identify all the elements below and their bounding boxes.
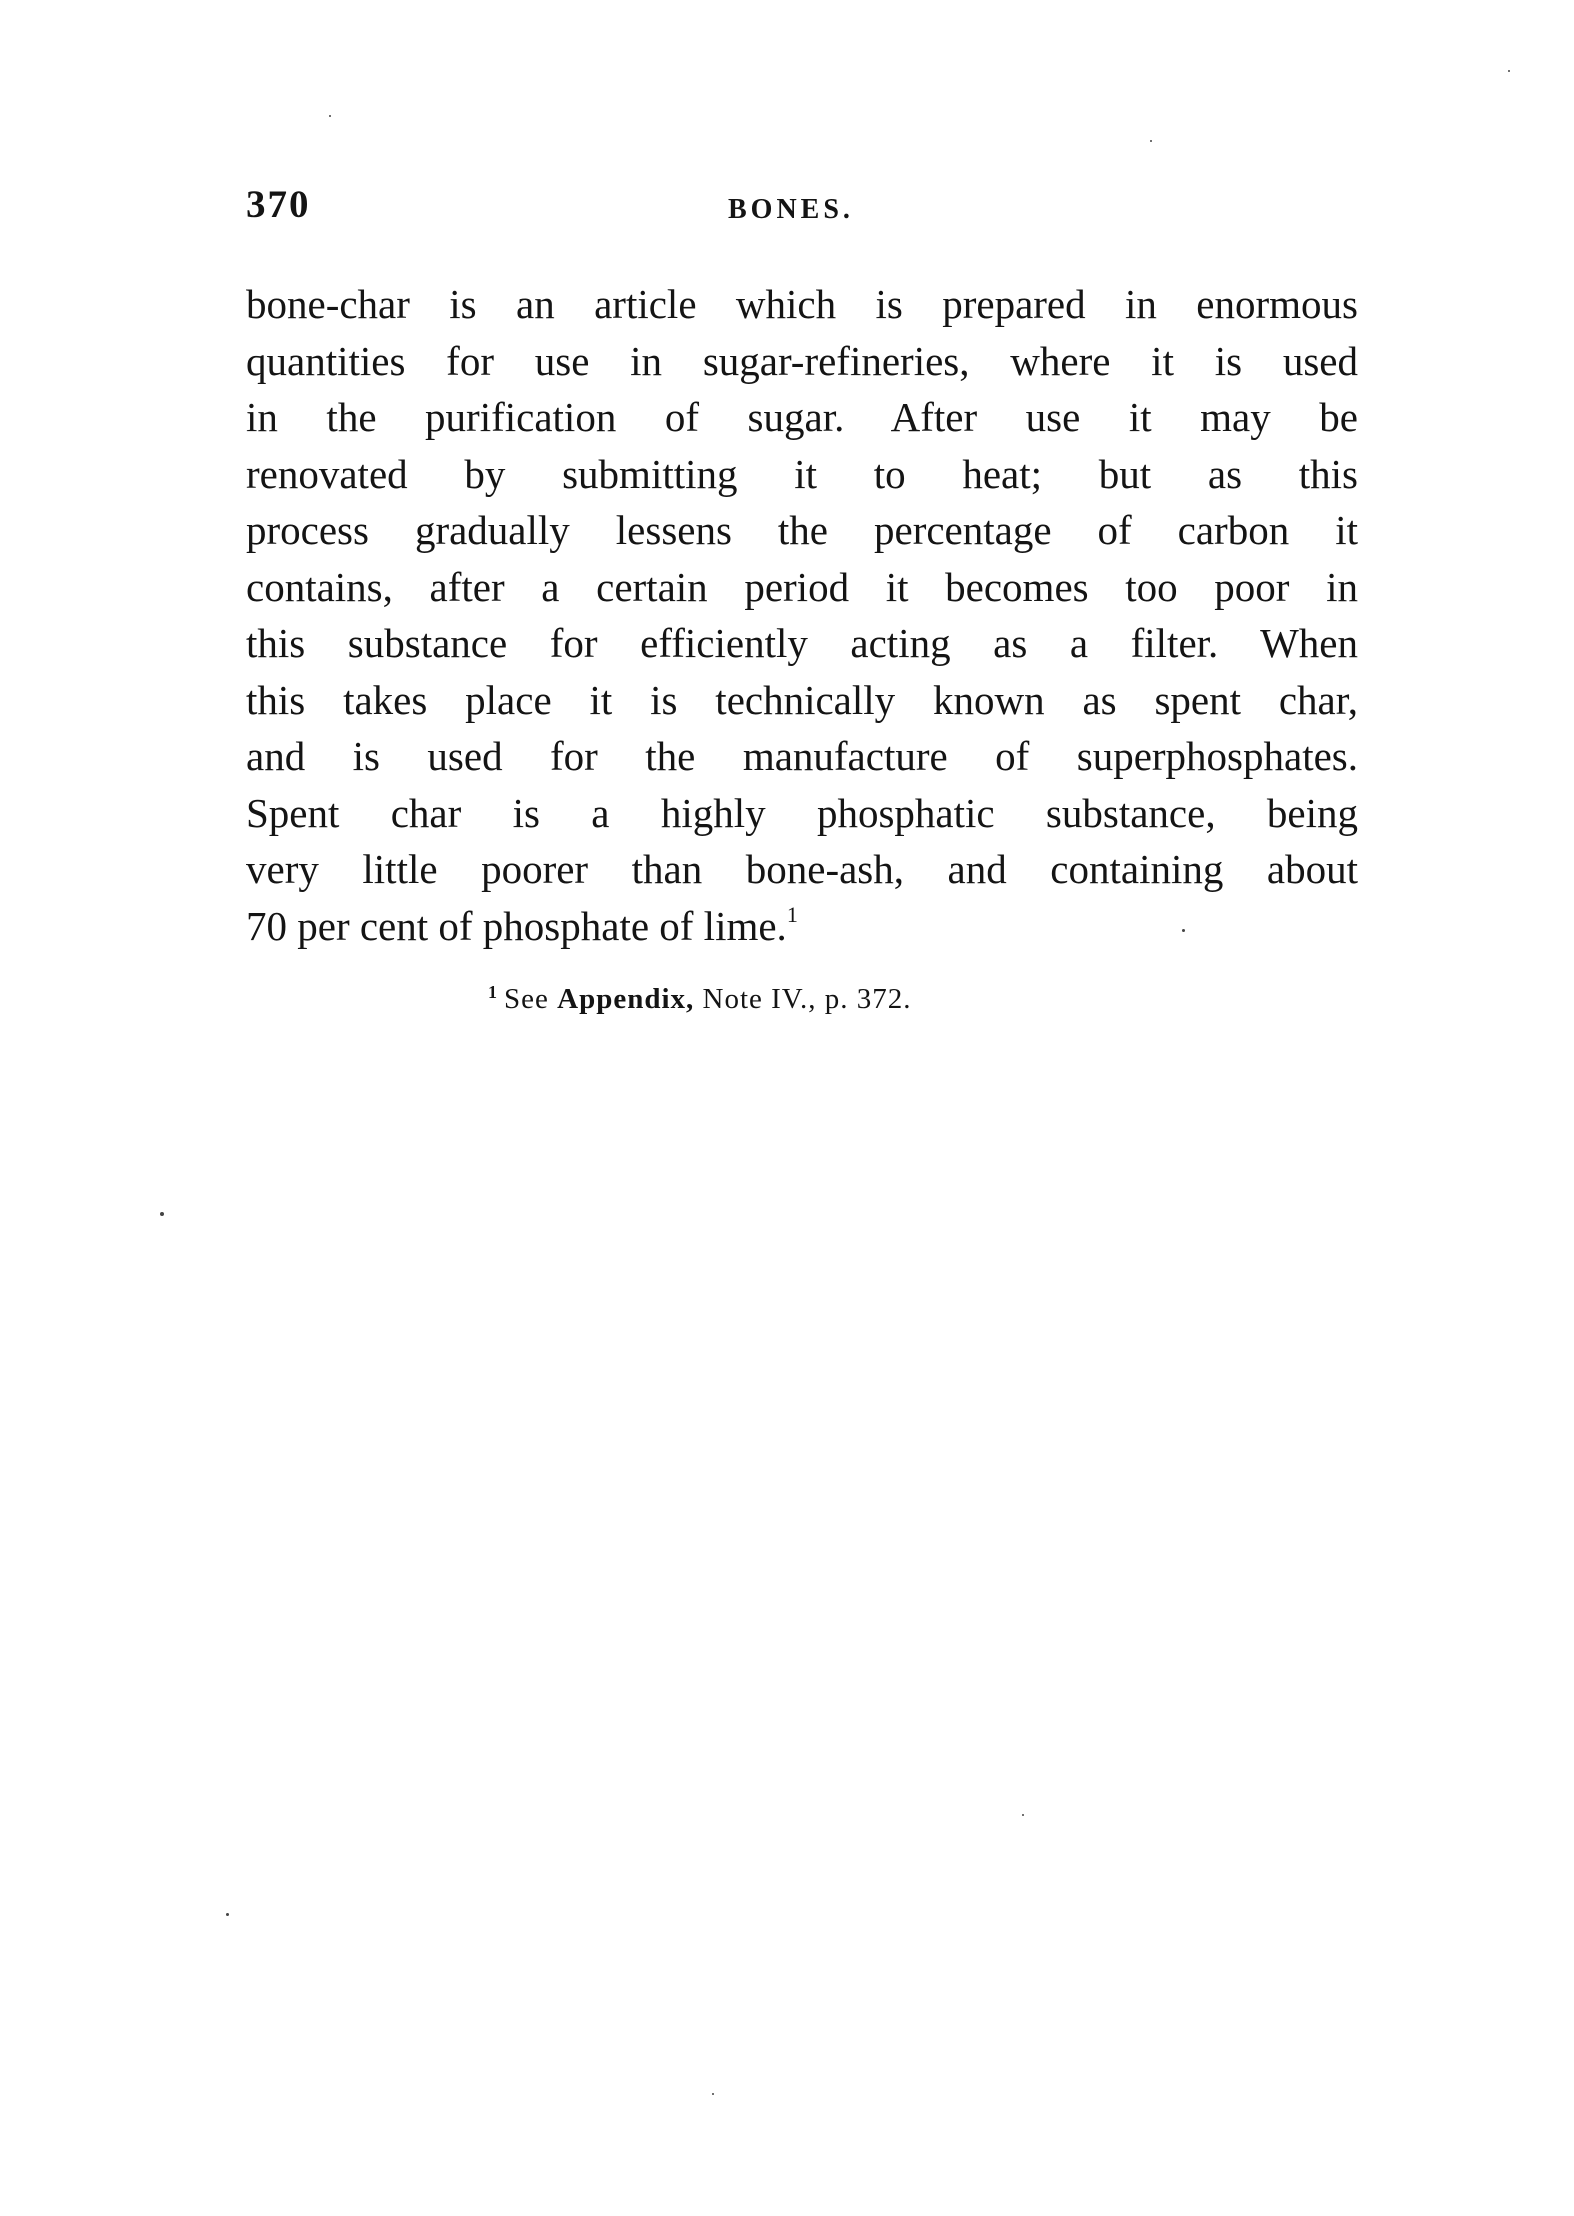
scan-speck [329, 115, 331, 117]
text-line: process gradually lessens the percentage of carbon it [246, 507, 1358, 553]
text-line: renovated by submitting it to heat; but as this [246, 450, 1358, 497]
body-paragraph [246, 276, 1358, 954]
footnote-appendix: Appendix, [557, 983, 695, 1015]
last-line-text: 70 per cent of phosphate of lime. [246, 902, 787, 949]
text-line: this takes place it is technically known as spent char, [246, 676, 1358, 723]
scan-speck [1182, 929, 1185, 932]
scan-speck [160, 1212, 164, 1216]
text-line: and is used for the manufacture of superphosphates. [246, 733, 1358, 779]
scan-speck [226, 1913, 229, 1916]
scan-speck [712, 2093, 714, 2095]
scan-speck [1508, 70, 1510, 72]
text-line: Spent char is a highly phosphatic substance, being [246, 789, 1358, 836]
text-line: bone-char is an article which is prepared in enormous [246, 281, 1358, 327]
text-line-last [246, 898, 1358, 955]
footnote-reference: 1 [786, 901, 798, 927]
text-line: contains, after a certain period it becomes too poor in [246, 563, 1358, 610]
text-line: quantities for use in sugar-refineries, where it is used [246, 337, 1358, 384]
text-line: in the purification of sugar. After use it may be [246, 394, 1358, 440]
footnote-marker: 1 [488, 982, 498, 1002]
footnote [488, 983, 912, 1016]
footnote-note: Note IV., p. 372. [702, 983, 912, 1015]
footnote-see: See [504, 983, 549, 1015]
running-head: BONES. [728, 194, 854, 225]
text-line: this substance for efficiently acting as a filter. When [246, 620, 1358, 666]
scan-speck [1022, 1814, 1024, 1816]
text-line: very little poorer than bone-ash, and containing about [246, 846, 1358, 892]
scan-speck [1150, 140, 1152, 142]
page-number: 370 [246, 183, 311, 226]
